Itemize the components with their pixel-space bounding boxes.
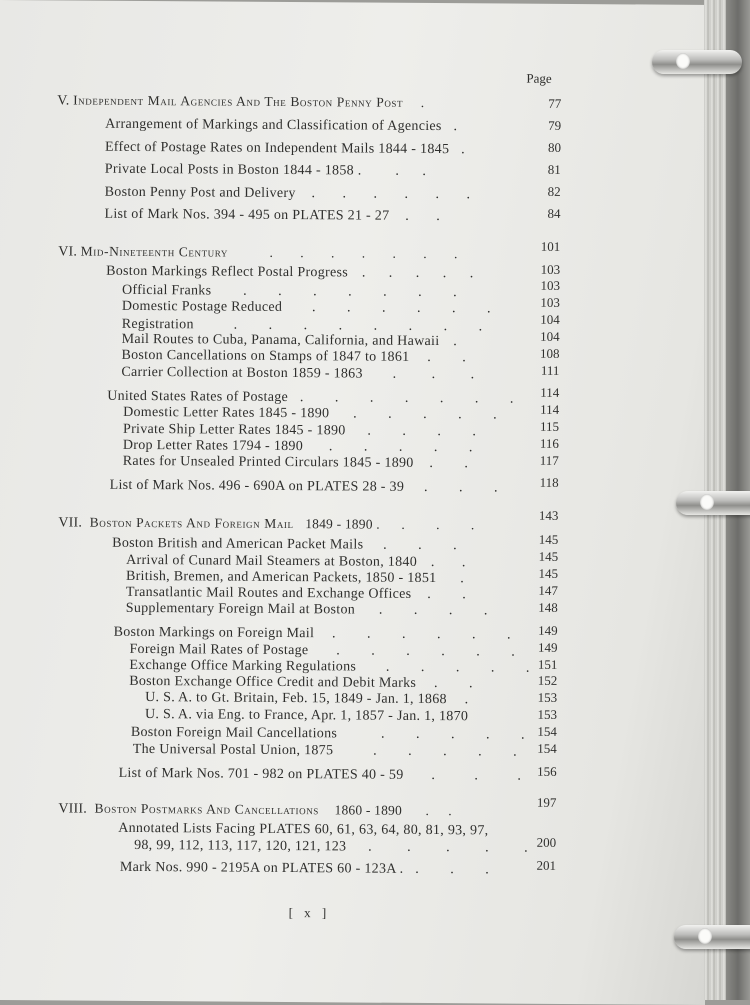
- toc-entry: United States Rates of Postage . . . . . . .: [107, 388, 528, 407]
- binder-ring-bottom: [674, 925, 750, 949]
- toc-entry: Supplementary Foreign Mail at Boston . . . .: [125, 600, 502, 619]
- dot-leader: . . . . . . .: [269, 244, 470, 262]
- section-number: VII.: [58, 515, 83, 531]
- toc-entry-page: 111: [540, 362, 560, 378]
- section-title: Boston Postmarks And Cancellations: [94, 800, 320, 818]
- toc-entry: Effect of Postage Rates on Independent Mails 1844 - 1845 .: [104, 139, 465, 158]
- toc-entry-page: 156: [537, 763, 557, 779]
- toc-entry-page: 82: [547, 183, 561, 199]
- toc-entry: Annotated Lists Facing PLATES 60, 61, 63, 64, 80, 81, 93, 97,: [118, 820, 489, 839]
- toc-entry: List of Mark Nos. 496 - 690A on PLATES 28 - 39 . . .: [109, 477, 512, 496]
- toc-entry-page: 108: [539, 345, 560, 361]
- toc-entry: Official Franks . . . . . . .: [121, 282, 471, 301]
- toc-entry-page: 149: [537, 639, 558, 655]
- toc-entry-page: 151: [537, 656, 558, 672]
- toc-entry: U. S. A. to Gt. Britain, Feb. 15, 1849 - Jan. 1, 1868 .: [145, 690, 469, 708]
- toc-entry: Boston Penny Post and Delivery . . . . . .: [104, 184, 483, 203]
- toc-entry: Domestic Postage Reduced . . . . . .: [121, 298, 505, 317]
- toc-entry-page: 80: [547, 139, 562, 155]
- toc-entry: 98, 99, 112, 113, 117, 120, 121, 123 . . . . .: [134, 837, 544, 856]
- toc-entry-page: 103: [540, 261, 561, 277]
- toc-entry-page: 154: [537, 740, 557, 756]
- section-title: Boston Packets And Foreign Mail: [89, 514, 294, 532]
- toc-entry: Private Local Posts in Boston 1844 - 1858 . . .: [104, 161, 436, 180]
- toc-entry-page: 79: [548, 117, 562, 133]
- toc-entry-page: 153: [537, 706, 558, 722]
- toc-entry-page: 147: [538, 582, 558, 598]
- toc-entry: The Universal Postal Union, 1875 . . . . .: [132, 741, 531, 760]
- binder-ring-top: [652, 50, 742, 74]
- toc-entry-page: 103: [540, 277, 561, 293]
- toc-entry: Arrangement of Markings and Classification of Agencies .: [105, 116, 458, 135]
- toc-entry: Rates for Unsealed Printed Circulars 1845 - 1890 . .: [122, 453, 482, 472]
- dot-leader: . . .: [401, 516, 489, 533]
- binder-ring-middle: [676, 491, 750, 515]
- toc-entry-page: 104: [540, 311, 560, 327]
- section-years: 1849 - 1890 .: [305, 516, 380, 532]
- toc-entry-page: 81: [547, 161, 561, 177]
- toc-entry-page: 114: [540, 384, 560, 400]
- toc-entry-page: 200: [536, 834, 557, 850]
- toc-entry-page: 149: [538, 622, 558, 638]
- section-title: Independent Mail Agencies And The Boston Penny Post: [73, 92, 404, 110]
- toc-entry: Boston Cancellations on Stamps of 1847 to 1861 . .: [121, 347, 480, 366]
- toc-entry: List of Mark Nos. 701 - 982 on PLATES 40 - 59 . . .: [118, 765, 539, 784]
- toc-entry-page: 103: [540, 294, 560, 310]
- section-heading-v: [57, 92, 424, 112]
- toc-entry: Boston Foreign Mail Cancellations . . . . .: [130, 724, 539, 743]
- toc-entry: U. S. A. via Eng. to France, Apr. 1, 1857 - Jan. 1, 1870: [144, 707, 469, 725]
- section-number: VI.: [58, 244, 78, 260]
- toc-entry-page: 104: [540, 328, 560, 344]
- toc-entry: Boston Markings Reflect Postal Progress . . . . .: [106, 263, 484, 282]
- toc-entry: Boston Markings on Foreign Mail . . . . . .: [113, 624, 525, 643]
- toc-entry-page: 84: [547, 205, 561, 221]
- toc-entry-page: 116: [539, 435, 559, 451]
- toc-entry: Mark Nos. 990 - 2195A on PLATES 60 - 123A . . . .: [119, 859, 503, 878]
- section-heading-vii: [58, 514, 488, 534]
- toc-entry: Boston British and American Packet Mails . . .: [112, 535, 471, 554]
- toc-entry-page: 145: [538, 531, 559, 547]
- page-column-header: Page: [526, 70, 552, 86]
- toc-entry-page: 153: [537, 689, 558, 705]
- section-number: VIII.: [58, 801, 88, 817]
- toc-entry-page: 118: [539, 474, 559, 490]
- toc-entry: Domestic Letter Rates 1845 - 1890 . . . . .: [123, 404, 511, 423]
- toc-entry: British, Bremen, and American Packets, 1850 - 1851 .: [125, 568, 465, 587]
- toc-entry-page: 115: [539, 418, 560, 434]
- toc-entry-page: 152: [537, 672, 558, 688]
- dot-leader: . .: [425, 802, 460, 819]
- toc-entry-page: 145: [538, 565, 559, 581]
- section-page-v: 77: [548, 95, 562, 111]
- dot-leader: .: [420, 94, 425, 110]
- page-number-footer: [ x ]: [288, 905, 331, 921]
- section-number: V.: [57, 93, 70, 109]
- toc-entry-page: 154: [537, 723, 557, 739]
- toc-entry: Registration . . . . . . . .: [121, 316, 497, 335]
- section-page-viii: 197: [536, 794, 557, 810]
- toc-entry: Arrival of Cunard Mail Steamers at Boston, 1840 . .: [126, 552, 478, 571]
- toc-entry-page: 117: [539, 452, 559, 468]
- toc-entry-page: 114: [540, 401, 560, 417]
- toc-entry: Transatlantic Mail Routes and Exchange Offices . .: [125, 584, 480, 603]
- toc-entry: Boston Exchange Office Credit and Debit Marks . .: [129, 673, 487, 692]
- section-heading-vi: [58, 243, 469, 263]
- toc-entry: Mail Routes to Cuba, Panama, California, and Hawaii .: [121, 331, 458, 350]
- section-heading-viii: [58, 800, 459, 820]
- section-title: Mid-Nineteenth Century: [80, 243, 229, 260]
- toc-entry-page: 201: [536, 857, 557, 873]
- toc-entry: List of Mark Nos. 394 - 495 on PLATES 21 - 27 . .: [104, 206, 452, 225]
- toc-entry: Foreign Mail Rates of Postage . . . . . .: [129, 641, 529, 660]
- toc-entry: Carrier Collection at Boston 1859 - 1863 . . .: [121, 364, 491, 383]
- toc-entry-page: 148: [538, 599, 558, 615]
- section-page-vii: 143: [538, 507, 559, 523]
- toc-entry: Private Ship Letter Rates 1845 - 1890 . . . .: [122, 421, 490, 440]
- section-years: 1860 - 1890: [334, 802, 403, 818]
- section-page-vi: 101: [540, 238, 561, 254]
- toc-entry: Exchange Office Marking Regulations . . . . .: [129, 657, 544, 676]
- toc-entry: Drop Letter Rates 1794 - 1890 . . . . .: [122, 437, 487, 456]
- toc-entry-page: 145: [538, 548, 559, 564]
